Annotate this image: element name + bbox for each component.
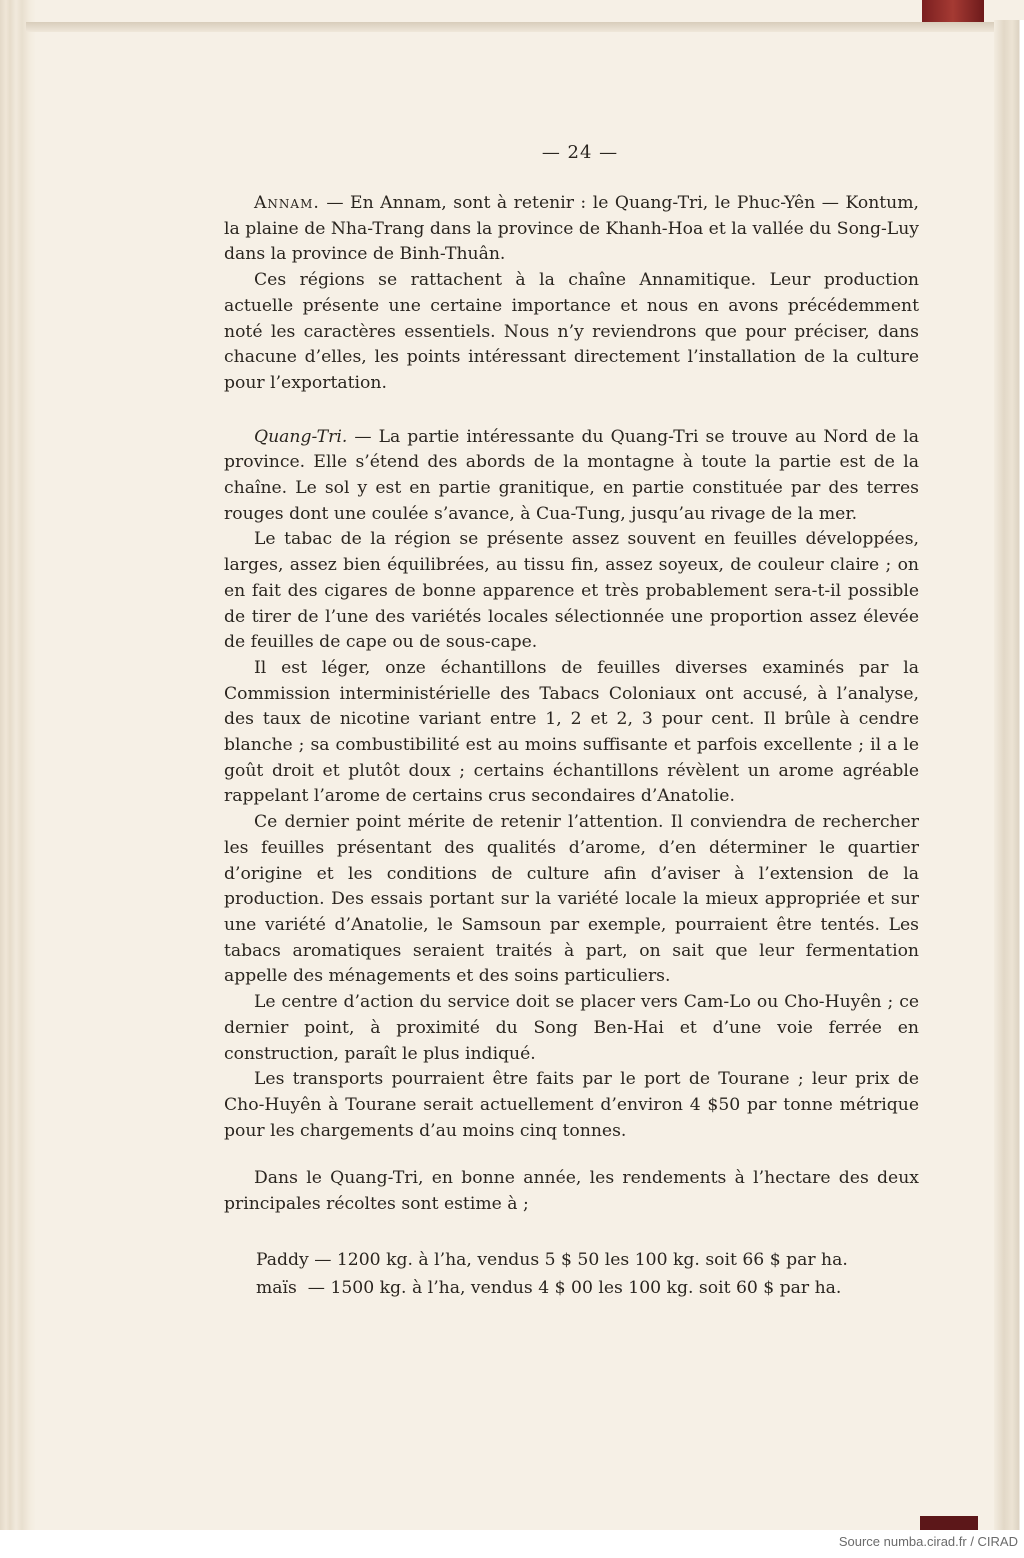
paragraph-nicotine: Il est léger, onze échantillons de feuilles diverses examinés par la Commission interministérielle des Tabacs Coloniaux ont accusé, à l’analyse, des taux de nicotine variant entre 1, 2 et 2, 3 pour cent. Il brûle à cendre blanche ; sa combustibilité est au moins suffisante et parfois excellente ; il a le goût droit et plutôt doux ; certains échantillons révèlent un arome agréable rappelant l’arome de certains crus secondaires d’Anatolie. [224, 657, 919, 807]
paragraph-transports: Les transports pourraient être faits par le port de Tourane ; leur prix de Cho-Huyên à Tourane serait actuellement d’environ 4 $50 par tonne métrique pour les chargements d’au moins cinq tonnes. [224, 1069, 919, 1141]
paragraph-regions: Ces régions se rattachent à la chaîne Annamitique. Leur production actuelle présente une certaine importance et nous en avons précédemment noté les caractères essentiels. Nous n’y reviendrons que pour préciser, dans chacune d’elles, les points intéressant directement l’installation de la culture pour l’exportation. [224, 270, 919, 393]
page-edge-top [26, 22, 996, 32]
paragraph-centre: Le centre d’action du service doit se placer vers Cam-Lo ou Cho-Huyên ; ce dernier point, à proximité du Song Ben-Hai et d’une voie ferrée en construction, paraît le plus indiqué. [224, 992, 919, 1064]
paragraph-arome: Ce dernier point mérite de retenir l’attention. Il conviendra de rechercher les feuilles présentant des qualités d’arome, d’en déterminer le quartier d’origine et les conditions de culture afin d’aviser à l’extension de la production. Des essais portant sur la variété locale la mieux appropriée et sur une variété d’Anatolie, le Samsoun par exemple, pourraient être tentés. Les tabacs aromatiques seraient traités à part, on sait que leur fermentation appelle des ménagements et des soins particuliers. [224, 812, 919, 987]
bookmark-ribbon-top [922, 0, 984, 22]
section-label-annam: Annam. [254, 193, 320, 213]
section-label-quang-tri: Quang-Tri. [254, 426, 348, 447]
paragraph-quang-tri-text: — La partie intéressante du Quang-Tri se trouve au Nord de la province. Elle s’étend des abords de la montagne à toute la partie est de la chaîne. Le sol y est en partie granitique, en partie constituée par des terres rouges dont une coulée s’avance, à Cua-Tung, jusqu’au rivage de la mer. [224, 426, 919, 524]
page-number: — 24 — [541, 142, 619, 163]
yield-row-mais: maïs — 1500 kg. à l’ha, vendus 4 $ 00 les 100 kg. soit 60 $ par ha. [256, 1278, 842, 1298]
body-text [224, 191, 919, 1218]
paragraph-annam [224, 191, 919, 268]
page-edge-right [994, 20, 1024, 1530]
bookmark-ribbon-bottom [920, 1516, 978, 1530]
paragraph-annam-text: — En Annam, sont à retenir : le Quang-Tri, le Phuc-Yên — Kontum, la plaine de Nha-Trang dans la province de Khanh-Hoa et la vallée du Song-Luy dans la province de Binh-Thuân. [224, 193, 919, 265]
paragraph-tabac: Le tabac de la région se présente assez souvent en feuilles développées, larges, assez bien équilibrées, au tissu fin, assez soyeux, de couleur claire ; on en fait des cigares de bonne apparence et très probablement sera-t-il possible de tirer de l’une des variétés locales sélectionnée une proportion assez élevée de feuilles de cape ou de sous-cape. [224, 529, 919, 653]
source-credit: Source numba.cirad.fr / CIRAD [838, 1534, 1018, 1549]
paragraph-rendements: Dans le Quang-Tri, en bonne année, les rendements à l’hectare des deux principales récoltes sont estime à ; [224, 1168, 919, 1215]
paragraph-quang-tri [224, 425, 919, 528]
yield-row-paddy: Paddy — 1200 kg. à l’ha, vendus 5 $ 50 les 100 kg. soit 66 $ par ha. [256, 1250, 848, 1270]
yield-list [256, 1246, 848, 1302]
page-edge-left [0, 0, 36, 1530]
